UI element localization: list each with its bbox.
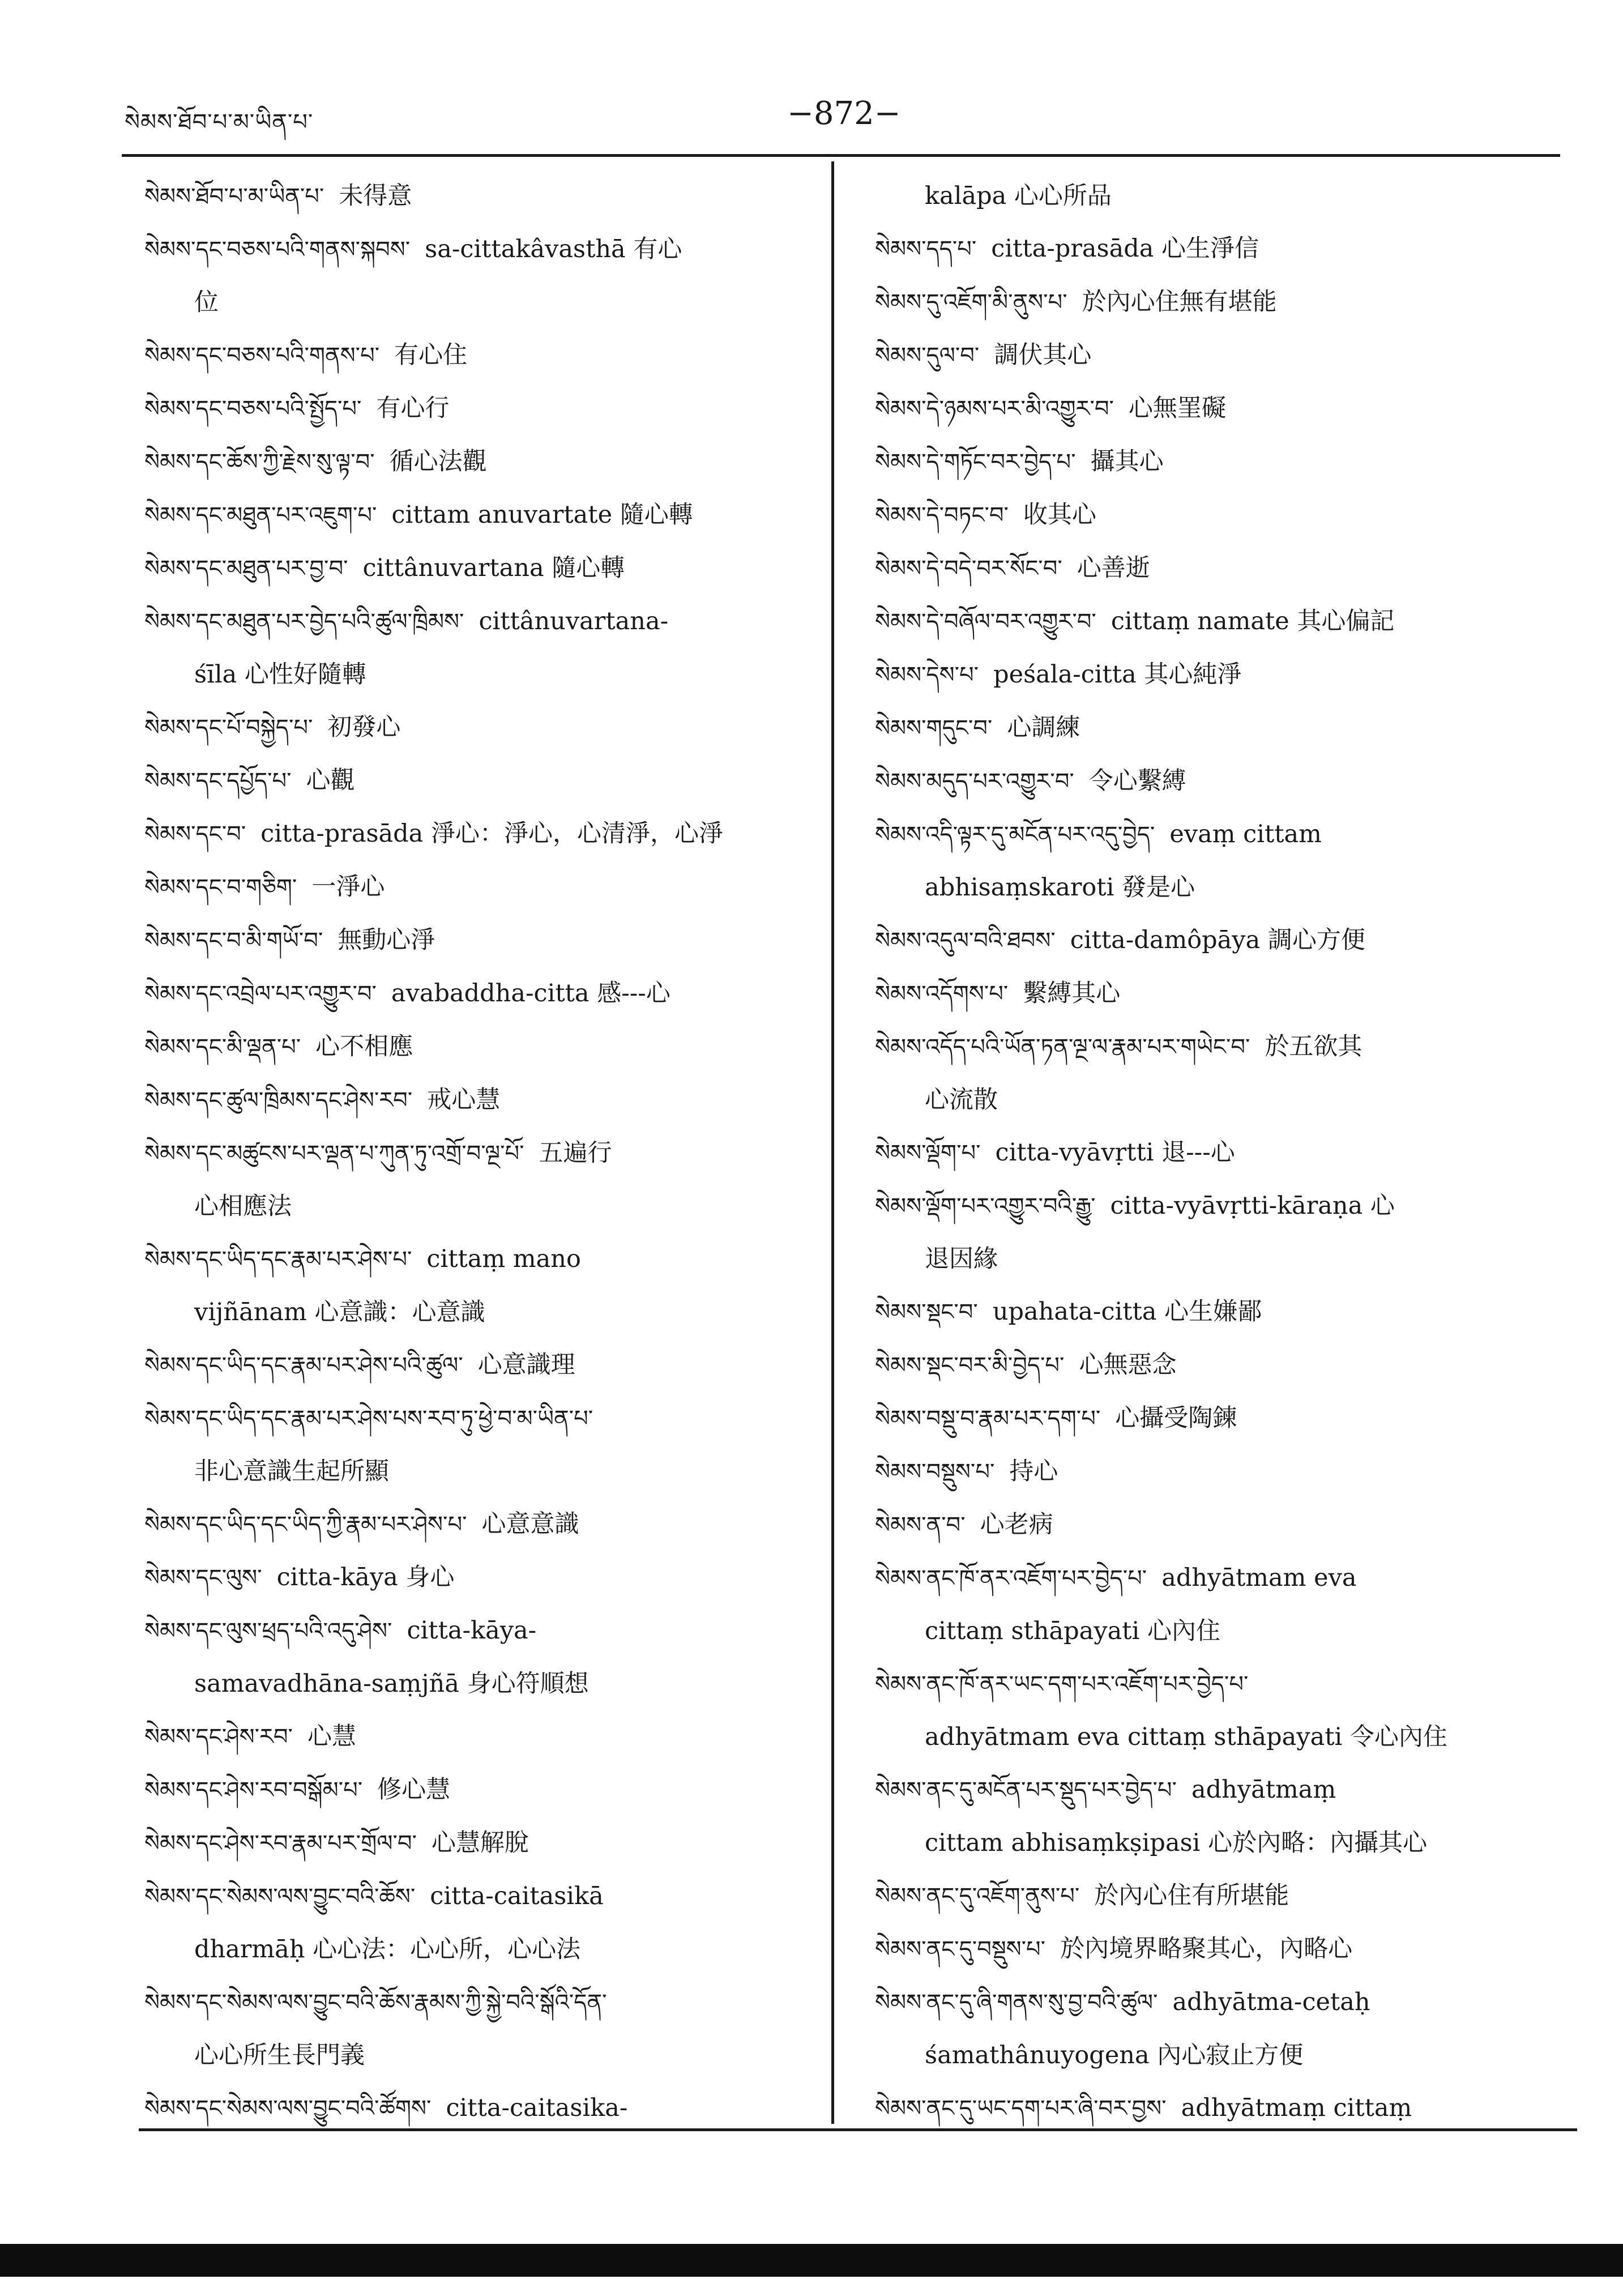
entry-tibetan: སེམས་ལྡོག་པ་ xyxy=(875,1140,981,1166)
entry-tibetan: སེམས་ནང་དུ་ཞི་གནས་སུ་བྱ་བའི་ཚུལ་ xyxy=(875,1990,1158,2016)
dictionary-entry xyxy=(875,1870,1532,1923)
entry-gloss: 有心住 xyxy=(394,341,468,369)
entry-gloss: upahata-citta 心生嫌鄙 xyxy=(992,1298,1262,1326)
dictionary-entry xyxy=(144,1870,801,1923)
entry-gloss: citta-kāya 身心 xyxy=(276,1563,455,1591)
entry-tibetan: སེམས་འདོགས་པ་ xyxy=(875,981,1009,1007)
entry-gloss: 初發心 xyxy=(327,713,401,741)
dictionary-entry xyxy=(875,436,1532,489)
entry-gloss: citta-vyāvṛtti 退---心 xyxy=(995,1138,1235,1167)
entry-tibetan: སེམས་བསྡུ་བ་རྣམ་པར་དག་པ་ xyxy=(875,1406,1101,1432)
entry-tibetan: སེམས་ནང་ཁོ་ནར་འཇོག་པར་བྱེད་པ་ xyxy=(875,1565,1147,1591)
entry-tibetan: སེམས་དེས་པ་ xyxy=(875,662,979,688)
dictionary-entry xyxy=(875,542,1532,595)
entry-tibetan: སེམས་དང་སེམས་ལས་བྱུང་བའི་ཆོས་ xyxy=(144,1884,416,1910)
entry-gloss: 心善逝 xyxy=(1077,554,1150,582)
entry-gloss: 心意意識 xyxy=(481,1510,579,1538)
entry-gloss: citta-damôpāya 調心方便 xyxy=(1070,926,1365,954)
entry-tibetan: སེམས་དེ་བདེ་བར་སོང་བ་ xyxy=(875,556,1062,582)
entry-gloss: cittam anuvartate 隨心轉 xyxy=(391,501,693,529)
entry-tibetan: སེམས་གདུང་བ་ xyxy=(875,715,993,741)
entry-tibetan: སེམས་དུལ་བ་ xyxy=(875,343,980,369)
entry-gloss: 調伏其心 xyxy=(994,341,1092,369)
entry-tibetan: སེམས་དང་མཚུངས་པར་ལྡན་པ་ཀུན་ཏུ་འགྲོ་བ་ལྔ་པོ་ xyxy=(144,1141,524,1167)
dictionary-entry xyxy=(875,1658,1532,1711)
dictionary-entry xyxy=(144,595,801,648)
entry-gloss: cittaṃ mano xyxy=(426,1245,581,1273)
entry-gloss: citta-prasāda 心生淨信 xyxy=(991,234,1259,263)
dictionary-entry xyxy=(144,1498,801,1551)
entry-continuation: vijñānam 心意識：心意識 xyxy=(194,1298,485,1326)
dictionary-entry xyxy=(144,1551,801,1604)
page-number: −872− xyxy=(787,95,901,132)
dictionary-entry xyxy=(144,382,801,436)
entry-tibetan: སེམས་དང་ཤེས་རབ་རྣམ་པར་གྲོལ་བ་ xyxy=(144,1830,417,1857)
entry-tibetan: སེམས་དང་དཔྱོད་པ་ xyxy=(144,768,292,794)
entry-gloss: 心慧 xyxy=(307,1722,356,1751)
entry-continuation: 非心意識生起所顯 xyxy=(194,1457,389,1486)
entry-continuation: 位 xyxy=(194,288,219,317)
entry-gloss: 心無罣礙 xyxy=(1128,394,1226,423)
entry-gloss: adhyātma-cetaḥ xyxy=(1172,1988,1370,2016)
entry-gloss: 於內心住無有堪能 xyxy=(1082,288,1277,316)
dictionary-entry xyxy=(144,861,801,914)
entry-tibetan: སེམས་དེ་ཉམས་པར་མི་འགྱུར་བ་ xyxy=(875,396,1114,422)
entry-continuation: 心心所生長門義 xyxy=(194,2041,365,2069)
entry-tibetan: སེམས་ལྡོག་པར་འགྱུར་བའི་རྒྱུ་ xyxy=(875,1193,1096,1219)
dictionary-entry xyxy=(875,276,1532,329)
entry-tibetan: སེམས་ནང་དུ་འཇོག་ནུས་པ་ xyxy=(875,1883,1080,1909)
entry-tibetan: སེམས་དང་བ་ xyxy=(144,821,246,847)
dictionary-entry xyxy=(875,1392,1532,1445)
dictionary-entry xyxy=(144,2082,801,2135)
entry-tibetan: སེམས་དེ་གཏོང་བར་བྱེད་པ་ xyxy=(875,449,1076,475)
entry-gloss: 心觀 xyxy=(306,766,355,795)
dictionary-entry xyxy=(144,1976,801,2029)
entry-gloss: sa-cittakâvasthā 有心 xyxy=(425,235,682,263)
entry-tibetan: སེམས་དང་ཡིད་དང་རྣམ་པར་ཤེས་པས་རབ་ཏུ་ཕྱེ་བ་མ་ཡིན་པ་ xyxy=(144,1406,593,1432)
entry-tibetan: སེམས་སྡང་བ་ xyxy=(875,1299,978,1325)
entry-gloss: citta-caitasika- xyxy=(446,2094,628,2122)
entry-tibetan: སེམས་དང་ཚུལ་ཁྲིམས་དང་ཤེས་རབ་ xyxy=(144,1087,413,1113)
dictionary-entry xyxy=(875,648,1532,702)
dictionary-entry xyxy=(144,170,801,223)
entry-gloss: 於內境界略聚其心，內略心 xyxy=(1060,1935,1353,1963)
dictionary-entry xyxy=(875,1923,1532,1976)
entry-tibetan: སེམས་དང་ལུས་ xyxy=(144,1565,262,1591)
entry-tibetan: སེམས་དང་བ་གཅིག་ xyxy=(144,874,297,901)
dictionary-entry xyxy=(144,1127,801,1180)
entry-tibetan: སེམས་དང་བ་མི་གཡོ་བ་ xyxy=(144,928,323,954)
dictionary-entry xyxy=(144,914,801,967)
entry-gloss: avabaddha-citta 感---心 xyxy=(391,979,670,1008)
dictionary-entry xyxy=(875,1764,1532,1817)
dictionary-entry xyxy=(875,1021,1532,1074)
entry-tibetan: སེམས་དང་མཐུན་པར་འཇུག་པ་ xyxy=(144,502,377,528)
entry-gloss: 持心 xyxy=(1009,1457,1058,1486)
entry-tibetan: སེམས་དང་ལུས་ཕྲད་པའི་འདུ་ཤེས་ xyxy=(144,1618,392,1644)
entry-gloss: 循心法觀 xyxy=(389,447,487,476)
entry-gloss: cittânuvartana- xyxy=(479,607,669,635)
entry-gloss: 未得意 xyxy=(339,182,412,210)
dictionary-entry xyxy=(875,595,1532,648)
dictionary-entry xyxy=(875,914,1532,967)
entry-tibetan: སེམས་དང་བཅས་པའི་གནས་པ་ xyxy=(144,343,380,369)
dictionary-entry xyxy=(144,1817,801,1870)
entry-tibetan: སེམས་དང་ཡིད་དང་རྣམ་པར་ཤེས་པའི་ཚུལ་ xyxy=(144,1352,463,1379)
dictionary-entry xyxy=(144,1021,801,1074)
entry-continuation: dharmāḥ 心心法：心心所，心心法 xyxy=(194,1935,581,1964)
dictionary-entry xyxy=(144,1710,801,1764)
dictionary-entry xyxy=(144,436,801,489)
entry-tibetan: སེམས་བསྡུས་པ་ xyxy=(875,1459,995,1485)
dictionary-entry xyxy=(875,1552,1532,1605)
entry-tibetan: སེམས་དང་འབྲེལ་པར་འགྱུར་བ་ xyxy=(144,981,377,1007)
entry-tibetan: སེམས་དད་པ་ xyxy=(875,236,977,262)
entry-tibetan: སེམས་མདུད་པར་འགྱུར་བ་ xyxy=(875,769,1074,795)
entry-tibetan: སེམས་དང་བཅས་པའི་སྤྱོད་པ་ xyxy=(144,396,362,422)
entry-gloss: 令心繫縛 xyxy=(1088,767,1186,795)
entry-tibetan: སེམས་དང་སེམས་ལས་བྱུང་བའི་ཚོགས་ xyxy=(144,2096,432,2122)
dictionary-entry xyxy=(875,702,1532,755)
entry-gloss: 無動心淨 xyxy=(338,926,435,954)
dictionary-entry xyxy=(875,755,1532,808)
dictionary-entry xyxy=(875,2082,1532,2135)
entry-tibetan: སེམས་དུ་འཇོག་མི་ནུས་པ་ xyxy=(875,289,1067,315)
entry-continuation: 心流散 xyxy=(925,1086,998,1114)
entry-tibetan: སེམས་དང་ཆོས་ཀྱི་རྗེས་སུ་ལྟ་བ་ xyxy=(144,449,375,475)
entry-continuation: śamathânuyogena 內心寂止方便 xyxy=(925,2041,1304,2069)
entry-gloss: 心調練 xyxy=(1007,714,1080,742)
entry-tibetan: སེམས་འདུལ་བའི་ཐབས་ xyxy=(875,928,1056,954)
entry-gloss: citta-prasāda 淨心：淨心，心清淨，心淨 xyxy=(260,820,723,848)
entry-tibetan: སེམས་འདོད་པའི་ཡོན་ཏན་ལྔ་ལ་རྣམ་པར་གཡེང་བ་ xyxy=(875,1034,1250,1060)
entry-gloss: 繫縛其心 xyxy=(1023,979,1121,1008)
dictionary-entry xyxy=(875,1339,1532,1392)
running-head: སེམས་ཐོབ་པ་མ་ཡིན་པ་ xyxy=(125,109,314,135)
entry-continuation: abhisaṃskaroti 發是心 xyxy=(925,873,1195,902)
entry-tibetan: སེམས་འདི་ལྟར་དུ་མངོན་པར་འདུ་བྱེད་ xyxy=(875,822,1155,848)
entry-tibetan: སེམས་དང་ཡིད་དང་རྣམ་པར་ཤེས་པ་ xyxy=(144,1247,412,1273)
entry-continuation: cittaṃ sthāpayati 心內住 xyxy=(925,1617,1220,1645)
entry-tibetan: སེམས་དང་ཡིད་དང་ཡིད་ཀྱི་རྣམ་པར་ཤེས་པ་ xyxy=(144,1512,467,1538)
entry-tibetan: སེམས་དང་ཤེས་རབ་བསྒོམ་པ་ xyxy=(144,1777,363,1803)
entry-gloss: 攝其心 xyxy=(1090,447,1164,476)
entry-continuation: samavadhāna-saṃjñā 身心符順想 xyxy=(194,1670,589,1698)
dictionary-entry xyxy=(144,223,801,276)
entry-continuation: 退因緣 xyxy=(925,1245,998,1273)
entry-tibetan: སེམས་ནང་དུ་མངོན་པར་སྡུད་པར་བྱེད་པ་ xyxy=(875,1777,1177,1803)
dictionary-entry xyxy=(875,223,1532,276)
dictionary-entry xyxy=(144,701,801,754)
entry-gloss: 心不相應 xyxy=(315,1032,413,1061)
entry-gloss: 心無惡念 xyxy=(1079,1351,1177,1379)
dictionary-entry xyxy=(875,1976,1532,2029)
column-divider xyxy=(831,161,834,2124)
entry-gloss: 心慧解脫 xyxy=(431,1829,529,1857)
entry-tibetan: སེམས་དང་སེམས་ལས་བྱུང་བའི་ཆོས་རྣམས་ཀྱི་སྐྱེ་བའི་སྒོའི་དོན་ xyxy=(144,1990,607,2016)
entry-gloss: citta-kāya- xyxy=(407,1616,537,1645)
right-column xyxy=(875,170,1532,2135)
dictionary-entry xyxy=(875,1499,1532,1552)
top-rule xyxy=(122,154,1560,157)
dictionary-entry xyxy=(144,1233,801,1286)
entry-tibetan: སེམས་དང་ཤེས་རབ་ xyxy=(144,1724,293,1750)
dictionary-entry xyxy=(144,808,801,861)
entry-gloss: 五遍行 xyxy=(539,1139,612,1167)
entry-gloss: kalāpa 心心所品 xyxy=(925,182,1112,210)
entry-tibetan: སེམས་ནང་དུ་བསྡུས་པ་ xyxy=(875,1936,1046,1962)
dictionary-entry xyxy=(144,1604,801,1658)
entry-gloss: adhyātmaṃ xyxy=(1191,1776,1336,1804)
entry-gloss: cittânuvartana 隨心轉 xyxy=(362,554,625,582)
dictionary-entry xyxy=(144,542,801,595)
entry-continuation: adhyātmam eva cittaṃ sthāpayati 令心內住 xyxy=(925,1723,1447,1751)
entry-gloss: 戒心慧 xyxy=(427,1086,501,1114)
scan-edge-band xyxy=(0,2244,1623,2277)
dictionary-entry xyxy=(144,967,801,1021)
entry-tibetan: སེམས་དང་མཐུན་པར་བྱེད་པའི་ཚུལ་ཁྲིམས་ xyxy=(144,609,464,635)
entry-gloss: 於內心住有所堪能 xyxy=(1094,1881,1289,1910)
entry-gloss: citta-caitasikā xyxy=(430,1882,604,1910)
entry-gloss: peśala-citta 其心純淨 xyxy=(993,660,1242,689)
entry-tibetan: སེམས་དང་མཐུན་པར་བྱ་བ་ xyxy=(144,556,348,582)
entry-tibetan: སེམས་ཐོབ་པ་མ་ཡིན་པ་ xyxy=(144,183,324,210)
entry-gloss: 心攝受陶鍊 xyxy=(1115,1404,1237,1432)
dictionary-entry xyxy=(875,329,1532,382)
dictionary-entry xyxy=(875,1445,1532,1499)
entry-gloss: 心老病 xyxy=(980,1510,1053,1539)
dictionary-entry xyxy=(875,382,1532,436)
dictionary-entry xyxy=(144,1339,801,1392)
entry-gloss: citta-vyāvṛtti-kāraṇa 心 xyxy=(1110,1192,1395,1220)
entry-gloss: cittaṃ namate 其心偏記 xyxy=(1111,607,1395,635)
dictionary-entry xyxy=(875,967,1532,1021)
entry-gloss: adhyātmam eva xyxy=(1161,1564,1357,1592)
dictionary-entry xyxy=(144,489,801,542)
entry-tibetan: སེམས་སྡང་བར་མི་བྱེད་པ་ xyxy=(875,1352,1065,1379)
entry-gloss: 於五欲其 xyxy=(1265,1032,1363,1061)
entry-tibetan: སེམས་ན་བ་ xyxy=(875,1512,966,1538)
dictionary-entry xyxy=(144,329,801,382)
entry-tibetan: སེམས་དེ་བཏང་བ་ xyxy=(875,502,1009,528)
entry-tibetan: སེམས་དེ་བཞོལ་བར་འགྱུར་བ་ xyxy=(875,609,1096,635)
dictionary-entry xyxy=(144,754,801,808)
entry-gloss: 一淨心 xyxy=(311,873,385,901)
dictionary-entry xyxy=(144,1074,801,1127)
entry-gloss: adhyātmaṃ cittaṃ xyxy=(1181,2094,1412,2122)
dictionary-entry xyxy=(144,1392,801,1445)
entry-continuation: 心相應法 xyxy=(194,1192,292,1220)
entry-tibetan: སེམས་ནང་དུ་ཡང་དག་པར་ཞི་བར་བྱས་ xyxy=(875,2096,1167,2122)
entry-gloss: 收其心 xyxy=(1023,501,1096,529)
entry-tibetan: སེམས་ནང་ཁོ་ནར་ཡང་དག་པར་འཇོག་པར་བྱེད་པ་ xyxy=(875,1671,1249,1697)
entry-tibetan: སེམས་དང་པོ་བསྐྱེད་པ་ xyxy=(144,715,313,741)
dictionary-entry xyxy=(875,170,1532,223)
entry-continuation: śīla 心性好隨轉 xyxy=(194,660,366,689)
dictionary-entry xyxy=(875,1286,1532,1339)
dictionary-entry xyxy=(875,1126,1532,1180)
left-column xyxy=(144,170,801,2135)
entry-tibetan: སེམས་དང་མི་ལྡན་པ་ xyxy=(144,1034,301,1060)
entry-tibetan: སེམས་དང་བཅས་པའི་གནས་སྐབས་ xyxy=(144,237,411,263)
entry-continuation: cittam abhisaṃkṣipasi 心於內略：內攝其心 xyxy=(925,1829,1428,1857)
entry-gloss: 有心行 xyxy=(376,394,450,423)
dictionary-entry xyxy=(875,489,1532,542)
dictionary-entry xyxy=(875,808,1532,861)
entry-gloss: 修心慧 xyxy=(377,1776,451,1804)
dictionary-entry xyxy=(144,1764,801,1817)
entry-gloss: 心意識理 xyxy=(477,1351,575,1379)
entry-gloss: evaṃ cittam xyxy=(1169,820,1322,848)
dictionary-entry xyxy=(875,1180,1532,1233)
